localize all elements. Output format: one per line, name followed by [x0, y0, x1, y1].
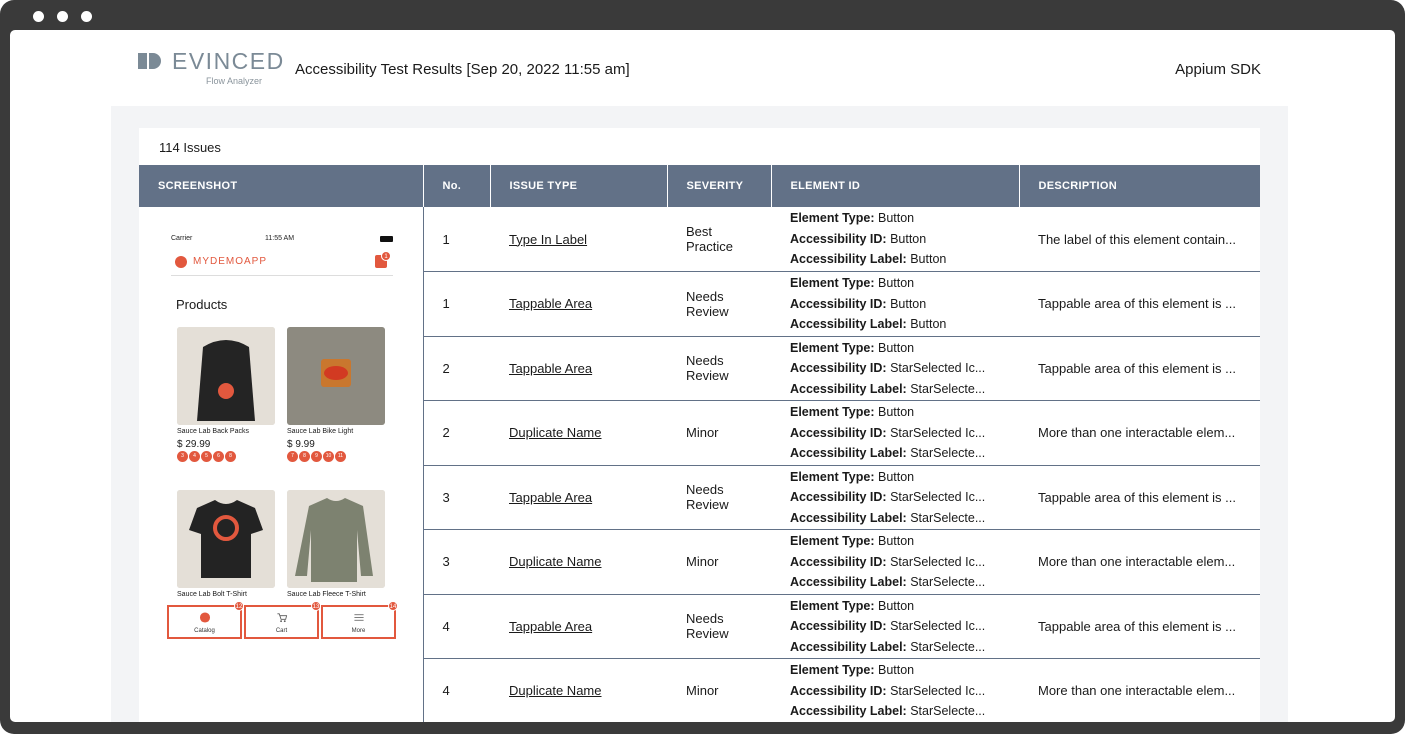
evinced-logo-mark-icon [138, 52, 166, 70]
description: The label of this element contain... [1019, 207, 1260, 272]
accessibility-id-value: Button [890, 231, 927, 246]
issue-number: 2 [423, 336, 490, 401]
element-id-cell [771, 272, 1019, 337]
accessibility-id-label: Accessibility ID: [790, 619, 887, 633]
accessibility-label-value: StarSelecte... [910, 575, 986, 589]
issue-number: 4 [423, 594, 490, 659]
issue-type-cell [490, 401, 667, 466]
issue-type-link[interactable]: Tappable Area [509, 296, 593, 312]
accessibility-id-value: Button [890, 296, 927, 311]
rating-badges [287, 451, 385, 462]
element-type-value: Button [878, 598, 915, 613]
accessibility-label-label: Accessibility Label: [790, 381, 907, 396]
element-type-label: Element Type: [790, 211, 875, 226]
accessibility-label-value: StarSelecte... [910, 381, 986, 396]
app-divider [171, 275, 393, 276]
element-id-cell [771, 336, 1019, 401]
rating-star-badge[interactable]: 7 [287, 451, 298, 462]
element-id-cell [771, 401, 1019, 466]
product-image-bolt-tshirt [177, 490, 275, 588]
accessibility-label-label: Accessibility Label: [790, 317, 907, 331]
fleece-image-icon [287, 490, 385, 588]
tab-cart[interactable] [244, 605, 319, 639]
severity: Needs Review [667, 272, 771, 337]
rating-star-badge[interactable]: 4 [189, 451, 200, 462]
issue-type-cell [490, 594, 667, 659]
element-type-label: Element Type: [790, 534, 875, 548]
rating-star-badge[interactable]: 11 [335, 451, 346, 462]
severity: Needs Review [667, 336, 771, 401]
element-id-cell [771, 530, 1019, 595]
tab-badge: 12 [234, 601, 244, 611]
report-page [10, 30, 1395, 722]
column-header-no: No. [423, 165, 490, 207]
element-type-label: Element Type: [790, 469, 875, 484]
column-header-issue-type: ISSUE TYPE [490, 165, 667, 207]
accessibility-label-label: Accessibility Label: [790, 510, 907, 525]
backpack-image-icon [177, 327, 275, 425]
table-header-row [139, 165, 1260, 207]
element-type-label: Element Type: [790, 276, 875, 290]
logo-subtitle: Flow Analyzer [206, 76, 263, 86]
tab-label: Cart [275, 628, 288, 634]
severity: Needs Review [667, 594, 771, 659]
element-type-value: Button [878, 211, 915, 226]
catalog-icon [199, 612, 210, 623]
screenshot-cell [139, 207, 423, 722]
tab-badge: 13 [311, 601, 321, 611]
carrier-label: Carrier [171, 235, 193, 242]
product-card[interactable] [177, 327, 275, 462]
evinced-logo [138, 48, 285, 90]
issue-number: 1 [423, 272, 490, 337]
bolt-tshirt-image-icon [177, 490, 275, 588]
issue-type-link[interactable]: Duplicate Name [509, 425, 602, 441]
element-type-label: Element Type: [790, 340, 875, 355]
window-dot-close[interactable] [33, 11, 44, 22]
table-row[interactable] [139, 207, 1260, 272]
product-name: Sauce Lab Fleece T-Shirt [287, 591, 366, 598]
description: Tappable area of this element is ... [1019, 336, 1260, 401]
bike-light-image-icon [287, 327, 385, 425]
product-image-fleece [287, 490, 385, 588]
app-tab-bar [167, 605, 397, 639]
column-header-severity: SEVERITY [667, 165, 771, 207]
results-card [139, 128, 1260, 722]
rating-star-badge[interactable]: 6 [213, 451, 224, 462]
issue-type-cell [490, 530, 667, 595]
window-dot-minimize[interactable] [57, 11, 68, 22]
element-type-value: Button [878, 276, 915, 290]
element-type-label: Element Type: [790, 598, 875, 613]
product-image-bike-light [287, 327, 385, 425]
severity: Minor [667, 401, 771, 466]
description: More than one interactable elem... [1019, 401, 1260, 466]
tab-catalog[interactable] [167, 605, 242, 639]
rating-star-badge[interactable]: 8 [225, 451, 236, 462]
accessibility-id-value: StarSelected Ic... [890, 554, 986, 569]
element-type-value: Button [878, 663, 915, 677]
app-logo-icon [175, 256, 187, 268]
accessibility-label-label: Accessibility Label: [790, 704, 907, 718]
sdk-label: Appium SDK [1175, 61, 1261, 78]
issue-type-cell [490, 207, 667, 272]
app-screenshot [167, 229, 397, 649]
issue-type-cell [490, 659, 667, 723]
tab-label: More [351, 628, 366, 634]
accessibility-label-label: Accessibility Label: [790, 639, 907, 654]
results-panel [111, 106, 1288, 722]
element-type-value: Button [878, 405, 915, 419]
window-dot-maximize[interactable] [81, 11, 92, 22]
element-id-cell [771, 594, 1019, 659]
accessibility-id-label: Accessibility ID: [790, 554, 887, 569]
rating-star-badge[interactable]: 5 [201, 451, 212, 462]
column-header-description: DESCRIPTION [1019, 165, 1260, 207]
issue-number: 1 [423, 207, 490, 272]
accessibility-id-label: Accessibility ID: [790, 490, 887, 504]
tab-badge: 14 [388, 601, 398, 611]
description: More than one interactable elem... [1019, 659, 1260, 723]
severity: Minor [667, 530, 771, 595]
product-name: Sauce Lab Back Packs [177, 428, 249, 435]
accessibility-label-value: StarSelecte... [910, 639, 986, 654]
accessibility-id-label: Accessibility ID: [790, 683, 887, 698]
rating-star-badge[interactable]: 8 [299, 451, 310, 462]
element-type-value: Button [878, 469, 915, 484]
product-card[interactable] [287, 327, 385, 462]
description: Tappable area of this element is ... [1019, 272, 1260, 337]
product-name: Sauce Lab Bike Light [287, 428, 354, 435]
severity: Needs Review [667, 465, 771, 530]
app-name: MYDEMOAPP [193, 256, 268, 267]
accessibility-id-value: StarSelected Ic... [890, 361, 986, 375]
cart-icon [276, 612, 287, 623]
accessibility-label-value: StarSelecte... [910, 446, 986, 460]
product-name: Sauce Lab Bolt T-Shirt [177, 591, 247, 598]
accessibility-id-value: StarSelected Ic... [890, 683, 986, 698]
menu-icon [353, 612, 364, 623]
app-header [171, 254, 393, 272]
issues-count: 114 Issues [159, 140, 221, 155]
product-price: $ 29.99 [177, 439, 211, 450]
issue-type-link[interactable]: Duplicate Name [509, 683, 602, 699]
product-price: $ 9.99 [287, 439, 315, 450]
product-card[interactable] [287, 490, 385, 598]
issue-number: 3 [423, 530, 490, 595]
severity: Best Practice [667, 207, 771, 272]
issues-table [139, 165, 1260, 722]
window-controls [33, 11, 92, 22]
cart-badge: 1 [381, 251, 391, 261]
accessibility-label-value: StarSelecte... [910, 510, 986, 525]
issue-type-link[interactable]: Tappable Area [509, 489, 593, 505]
issue-number: 2 [423, 401, 490, 466]
accessibility-label-value: Button [910, 252, 947, 267]
accessibility-label-value: Button [910, 317, 947, 331]
accessibility-id-value: StarSelected Ic... [890, 490, 986, 504]
column-header-element-id: ELEMENT ID [771, 165, 1019, 207]
rating-star-badge[interactable]: 3 [177, 451, 188, 462]
element-type-label: Element Type: [790, 663, 875, 677]
page-title: Accessibility Test Results [Sep 20, 2022 11:55 am] [295, 61, 630, 78]
issue-type-cell [490, 336, 667, 401]
tab-label: Catalog [194, 628, 215, 634]
rating-star-badge[interactable]: 9 [311, 451, 322, 462]
issue-type-link[interactable]: Duplicate Name [509, 554, 602, 570]
issue-number: 4 [423, 659, 490, 723]
element-type-value: Button [878, 534, 915, 548]
description: Tappable area of this element is ... [1019, 465, 1260, 530]
status-time: 11:55 AM [265, 235, 295, 242]
accessibility-label-value: StarSelecte... [910, 704, 986, 718]
tab-more[interactable] [321, 605, 396, 639]
issue-type-cell [490, 272, 667, 337]
accessibility-id-value: StarSelected Ic... [890, 425, 986, 440]
column-header-screenshot: SCREENSHOT [139, 165, 423, 207]
issue-type-link[interactable]: Tappable Area [509, 360, 593, 376]
severity: Minor [667, 659, 771, 723]
issue-type-link[interactable]: Type In Label [509, 231, 588, 247]
battery-icon [380, 236, 393, 242]
accessibility-id-label: Accessibility ID: [790, 425, 887, 440]
accessibility-label-label: Accessibility Label: [790, 446, 907, 460]
element-id-cell [771, 465, 1019, 530]
accessibility-id-value: StarSelected Ic... [890, 619, 986, 633]
accessibility-id-label: Accessibility ID: [790, 231, 887, 246]
element-type-label: Element Type: [790, 405, 875, 419]
product-image-backpack [177, 327, 275, 425]
rating-badges [177, 451, 275, 462]
products-title: Products [176, 297, 228, 312]
issue-type-cell [490, 465, 667, 530]
product-card[interactable] [177, 490, 275, 598]
issue-number: 3 [423, 465, 490, 530]
accessibility-id-label: Accessibility ID: [790, 296, 887, 311]
rating-star-badge[interactable]: 10 [323, 451, 334, 462]
accessibility-label-label: Accessibility Label: [790, 575, 907, 589]
description: Tappable area of this element is ... [1019, 594, 1260, 659]
accessibility-id-label: Accessibility ID: [790, 361, 887, 375]
element-id-cell [771, 207, 1019, 272]
issue-type-link[interactable]: Tappable Area [509, 618, 593, 634]
description: More than one interactable elem... [1019, 530, 1260, 595]
element-id-cell [771, 659, 1019, 723]
element-type-value: Button [878, 340, 915, 355]
logo-text: EVINCED [172, 48, 285, 74]
accessibility-label-label: Accessibility Label: [790, 252, 907, 267]
